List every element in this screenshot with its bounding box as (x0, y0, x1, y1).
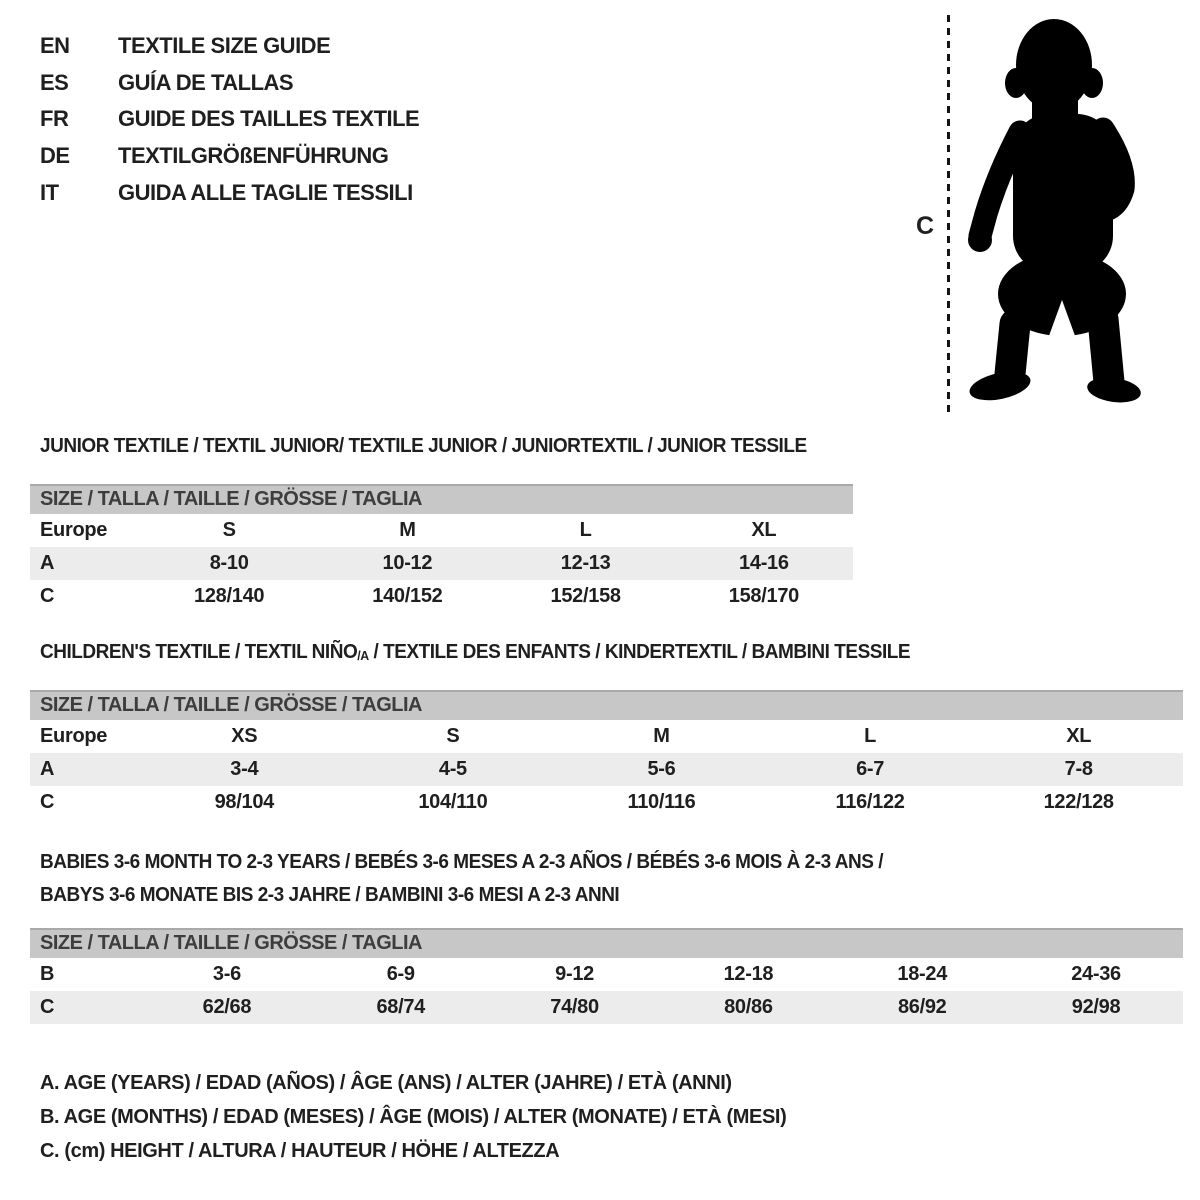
language-row-de (40, 138, 419, 175)
height-measure-dashed-line (947, 15, 950, 415)
table-cell: 18-24 (897, 963, 948, 985)
size-table-header-bar: SIZE / TALLA / TAILLE / GRÖSSE / TAGLIA (30, 690, 1183, 720)
row-label: C (40, 791, 55, 813)
babies-title-line1: BABIES 3-6 MONTH TO 2-3 YEARS / BEBÉS 3-6 MESES A 2-3 AÑOS / BÉBÉS 3-6 MOIS À 2-3 ANS / (40, 851, 884, 873)
table-row-age (30, 547, 853, 580)
size-table-header-bar: SIZE / TALLA / TAILLE / GRÖSSE / TAGLIA (30, 928, 1183, 958)
table-cell: 8-10 (209, 552, 249, 574)
row-label: A (40, 552, 55, 574)
table-cell: 116/122 (835, 791, 905, 813)
row-label: A (40, 758, 55, 780)
table-cell: 122/128 (1043, 791, 1114, 813)
table-cell: 74/80 (550, 996, 599, 1018)
table-cell: XS (231, 725, 258, 747)
table-row-europe (30, 514, 853, 547)
table-cell: 5-6 (647, 758, 676, 780)
table-cell: S (446, 725, 460, 747)
legend-line-a: A. AGE (YEARS) / EDAD (AÑOS) / ÂGE (ANS) / ALTER (JAHRE) / ETÀ (ANNI) (40, 1072, 732, 1094)
language-code: EN (40, 33, 70, 59)
measure-legend (40, 1066, 786, 1168)
language-title: GUÍA DE TALLAS (118, 69, 294, 95)
table-cell: 80/86 (724, 996, 773, 1018)
table-cell: 14-16 (739, 552, 789, 574)
table-cell: 128/140 (194, 585, 265, 607)
table-cell: 6-9 (386, 963, 415, 985)
table-cell: 7-8 (1064, 758, 1093, 780)
language-title: TEXTILE SIZE GUIDE (118, 33, 331, 59)
table-cell: 3-6 (212, 963, 241, 985)
language-title: GUIDA ALLE TAGLIE TESSILI (118, 179, 413, 205)
height-measure-label: C (916, 212, 935, 240)
row-label: C (40, 996, 55, 1018)
language-row-es (40, 65, 419, 102)
babies-table-rows (30, 958, 1183, 1024)
table-cell: 9-12 (555, 963, 594, 985)
table-cell: 110/116 (627, 791, 696, 813)
legend-line-c: C. (cm) HEIGHT / ALTURA / HAUTEUR / HÖHE / ALTEZZA (40, 1140, 560, 1162)
babies-section-title (40, 846, 883, 912)
table-cell: 104/110 (418, 791, 488, 813)
language-row-it (40, 174, 419, 211)
table-cell: L (579, 519, 592, 541)
table-cell: 24-36 (1071, 963, 1121, 985)
junior-size-table (30, 484, 853, 613)
language-code: FR (40, 106, 69, 132)
row-label: Europe (40, 519, 108, 541)
table-row-months (30, 958, 1183, 991)
language-title: GUIDE DES TAILLES TEXTILE (118, 106, 420, 132)
table-cell: 140/152 (372, 585, 443, 607)
size-table-header-bar: SIZE / TALLA / TAILLE / GRÖSSE / TAGLIA (30, 484, 853, 514)
language-title-block (40, 28, 419, 211)
junior-section-title: JUNIOR TEXTILE / TEXTIL JUNIOR/ TEXTILE JUNIOR / JUNIORTEXTIL / JUNIOR TESSILE (40, 435, 807, 457)
table-row-height (30, 991, 1183, 1024)
table-cell: 4-5 (438, 758, 467, 780)
babies-size-table (30, 928, 1183, 1024)
table-cell: 10-12 (382, 552, 433, 574)
babies-title-line2: BABYS 3-6 MONATE BIS 2-3 JAHRE / BAMBINI 3-6 MESI A 2-3 ANNI (40, 884, 620, 906)
table-cell: 6-7 (856, 758, 885, 780)
junior-table-rows (30, 514, 853, 613)
table-cell: 3-4 (230, 758, 259, 780)
children-title-text: CHILDREN'S TEXTILE / TEXTIL NIÑO (40, 641, 358, 663)
toddler-silhouette (968, 14, 1164, 418)
language-title: TEXTILGRÖßENFÜHRUNG (118, 143, 389, 169)
children-table-rows (30, 720, 1183, 819)
table-cell: S (222, 519, 236, 541)
table-cell: 68/74 (376, 996, 426, 1018)
table-cell: 158/170 (728, 585, 799, 607)
table-row-height (30, 786, 1183, 819)
table-row-europe (30, 720, 1183, 753)
children-title-text: / TEXTILE DES ENFANTS / KINDERTEXTIL / BAMBINI TESSILE (368, 641, 911, 663)
table-row-age (30, 753, 1183, 786)
table-cell: 92/98 (1071, 996, 1121, 1018)
table-cell: L (864, 725, 877, 747)
language-code: DE (40, 143, 70, 169)
language-code: IT (40, 179, 59, 205)
language-code: ES (40, 69, 69, 95)
table-cell: M (399, 519, 416, 541)
table-cell: XL (751, 519, 777, 541)
row-label: Europe (40, 725, 108, 747)
table-row-height (30, 580, 853, 613)
children-section-title (40, 641, 910, 664)
children-size-table (30, 690, 1183, 819)
row-label: B (40, 963, 55, 985)
table-cell: 98/104 (214, 791, 274, 813)
row-label: C (40, 585, 55, 607)
table-cell: 12-13 (560, 552, 611, 574)
language-row-fr (40, 101, 419, 138)
table-cell: 86/92 (897, 996, 947, 1018)
children-title-subscript: /A (357, 648, 369, 663)
table-cell: M (653, 725, 670, 747)
legend-line-b: B. AGE (MONTHS) / EDAD (MESES) / ÂGE (MOIS) / ALTER (MONATE) / ETÀ (MESI) (40, 1106, 787, 1128)
table-cell: 152/158 (550, 585, 621, 607)
table-cell: 12-18 (723, 963, 774, 985)
table-cell: 62/68 (202, 996, 252, 1018)
language-row-en (40, 28, 419, 65)
table-cell: XL (1066, 725, 1092, 747)
